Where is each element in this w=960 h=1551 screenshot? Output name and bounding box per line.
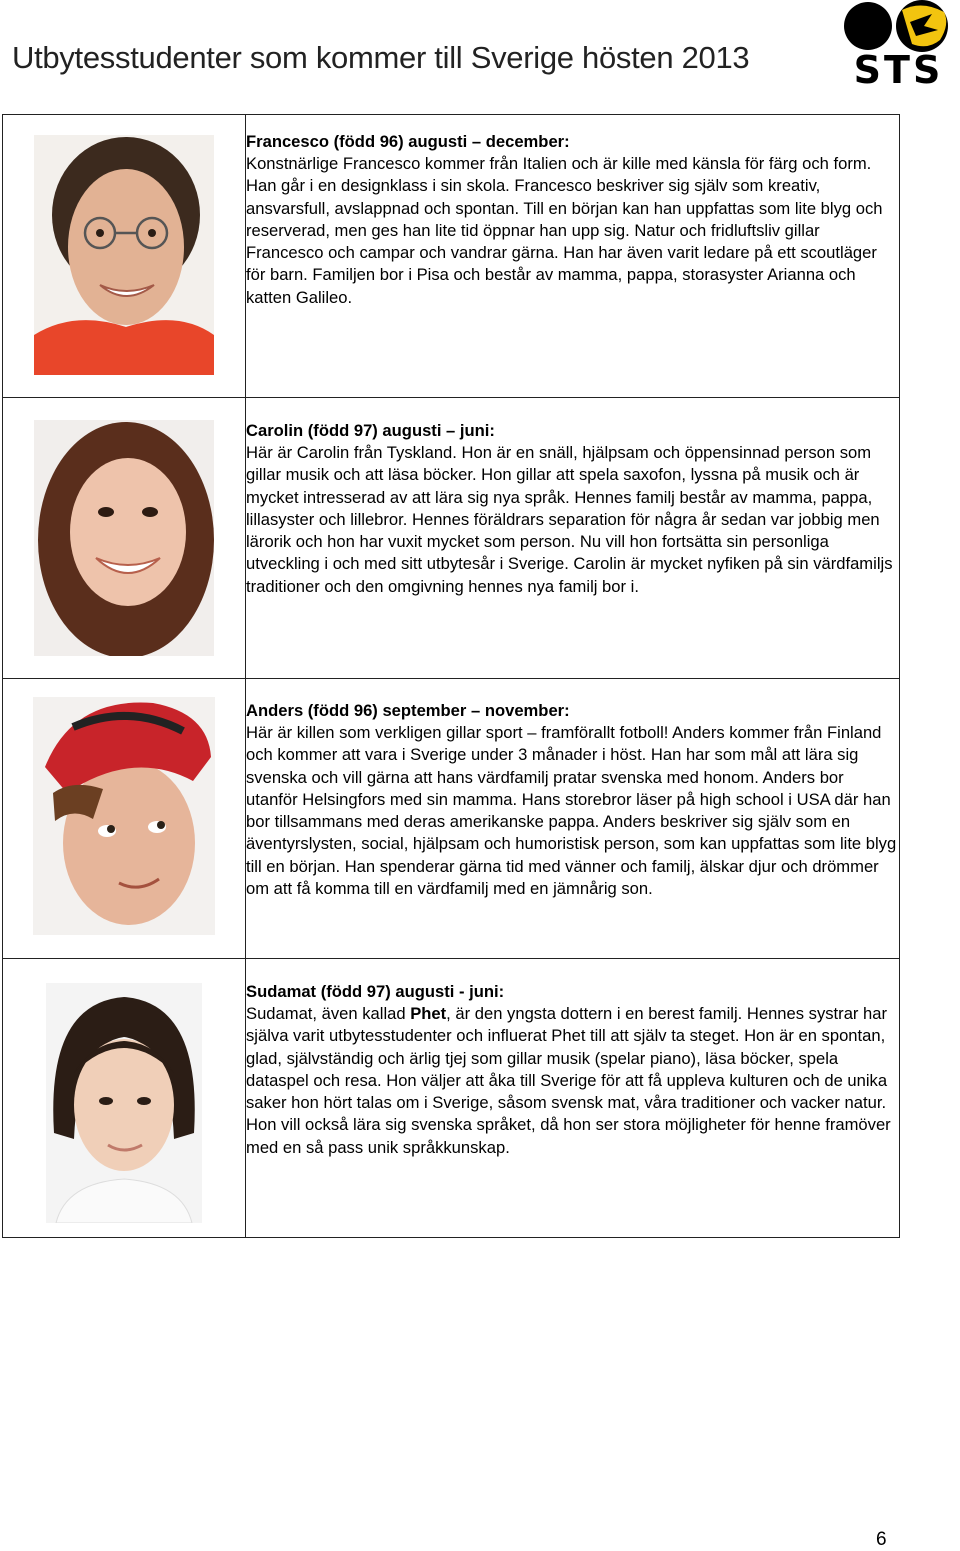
- profile-row-francesco: [3, 115, 900, 398]
- student-description: Konstnärlige Francesco kommer från Italien och är kille med känsla för färg och form. Han går i en designklass i sin skola. Francesco beskriver sig själv som kreativ, ansvarsfull, avslappnad och spontan. Till en början kan han uppfattas som lite blyg och reserverad, men ges han lite tid öppnar han upp sig. Natur och fridluftsliv gillar Francesco och campar och vandrar gärna. Han har även varit ledare på ett scoutläger för barn. Familjen bor i Pisa och består av mamma, pappa, storasyster Arianna och katten Galileo.: [246, 154, 883, 307]
- student-heading: Francesco (född 96) augusti – december:: [246, 132, 570, 151]
- profiles-table: [2, 114, 900, 1238]
- nickname-bold: Phet: [410, 1004, 447, 1023]
- profile-row-anders: [3, 679, 900, 959]
- description-text: Sudamat, även kallad: [246, 1004, 411, 1023]
- student-photo-carolin: [34, 420, 214, 656]
- description-cell: [246, 679, 900, 959]
- description-cell: [246, 398, 900, 679]
- student-photo-francesco: [34, 135, 214, 375]
- description-text: , är den yngsta dottern i en berest familj. Hennes systrar har själva varit utbytesstudenter och influerat Phet till att själv ta steget. Hon är en spontan, glad, självständig och ärlig tjej som gillar musik (spelar piano), läsa böcker, spela dataspel och resa. Hon väljer att åka till Sverige för att få uppleva kulturen och de unika saker hon hört talas om i Sverige, såsom svensk mat, våra traditioner och vacker natur. Hon vill också lära sig svenska språket, då hon ser stora möjligheter för henne framöver med en så pass unik språkkunskap.: [246, 1004, 891, 1157]
- description-cell: [246, 115, 900, 398]
- page-title: Utbytesstudenter som kommer till Sverige hösten 2013: [12, 40, 750, 75]
- page-number: 6: [876, 1529, 887, 1550]
- student-heading: Carolin (född 97) augusti – juni:: [246, 421, 495, 440]
- student-heading: Anders (född 96) september – november:: [246, 701, 570, 720]
- photo-cell: [3, 115, 246, 398]
- student-description: [246, 1003, 899, 1159]
- student-description: Här är killen som verkligen gillar sport – framförallt fotboll! Anders kommer från Finland och kommer att vara i Sverige under 3 månader i höst. Han har som mål att lära sig svenska och vill gärna att hans värdfamilj pratar svenska med honom. Anders bor utanför Helsingfors med sin mamma. Hans storebror läser på high school i USA där han bor tillsammans med deras amerikanske pappa. Anders beskriver sig själv som en äventyrslysten, social, hjälpsam och humoristisk person, som kan uppfattas som lite blyg till en början. Han spenderar gärna tid med vänner och familj, älskar djur och drömmer om att få komma till en värdfamilj med en jämnårig son.: [246, 723, 897, 899]
- profile-row-carolin: [3, 398, 900, 679]
- student-heading: Sudamat (född 97) augusti - juni:: [246, 982, 505, 1001]
- student-photo-sudamat: [46, 983, 202, 1223]
- student-photo-anders: [33, 697, 215, 935]
- sts-logo-text: STS: [853, 48, 944, 92]
- photo-cell: [3, 679, 246, 959]
- description-cell: [246, 959, 900, 1238]
- student-description: Här är Carolin från Tyskland. Hon är en snäll, hjälpsam och öppensinnad person som gillar musik och att läsa böcker. Hon gillar att spela saxofon, lyssna på musik och är mycket intresserad av att lära sig nya språk. Hennes familj består av mamma, pappa, lillasyster och lillebror. Hennes föräldrars separation för några år sedan var jobbig men lärorik och hon har vuxit mycket som person. Nu vill hon fortsätta sin personliga utveckling i och med sitt utbytesår i Sverige. Carolin är mycket nyfiken på sin värdfamiljs traditioner och den omgivning hennes nya familj bor i.: [246, 443, 893, 596]
- profile-row-sudamat: [3, 959, 900, 1238]
- photo-cell: [3, 398, 246, 679]
- photo-cell: [3, 959, 246, 1238]
